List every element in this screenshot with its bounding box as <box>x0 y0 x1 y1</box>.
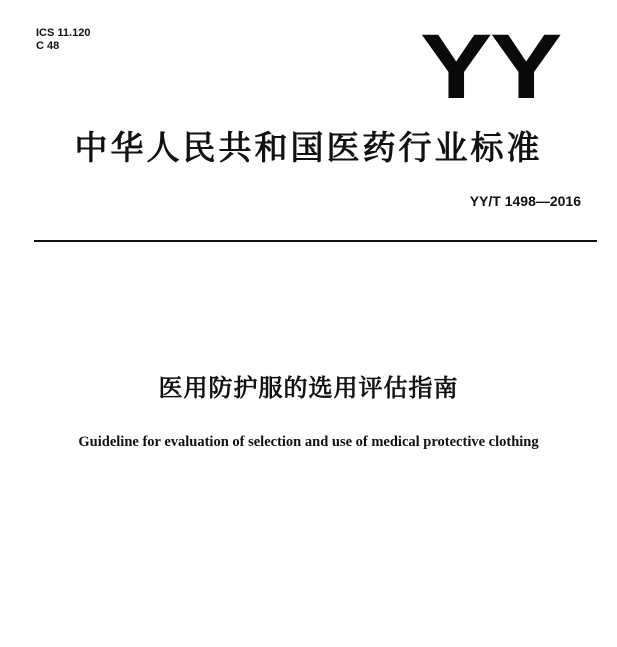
document-title-chinese: 医用防护服的选用评估指南 <box>158 374 459 402</box>
standard-number: YY/T 1498—2016 <box>469 193 581 209</box>
header-divider <box>34 240 597 242</box>
classification-codes <box>36 27 90 53</box>
ccs-code: C 48 <box>36 40 60 52</box>
organization-title: 中华人民共和国医药行业标准 <box>74 128 543 167</box>
document-title-english: Guideline for evaluation of selection and use of medical protective clothing <box>78 434 539 450</box>
ics-code: ICS 11.120 <box>36 27 91 39</box>
yy-standard-logo: YY <box>420 16 561 118</box>
